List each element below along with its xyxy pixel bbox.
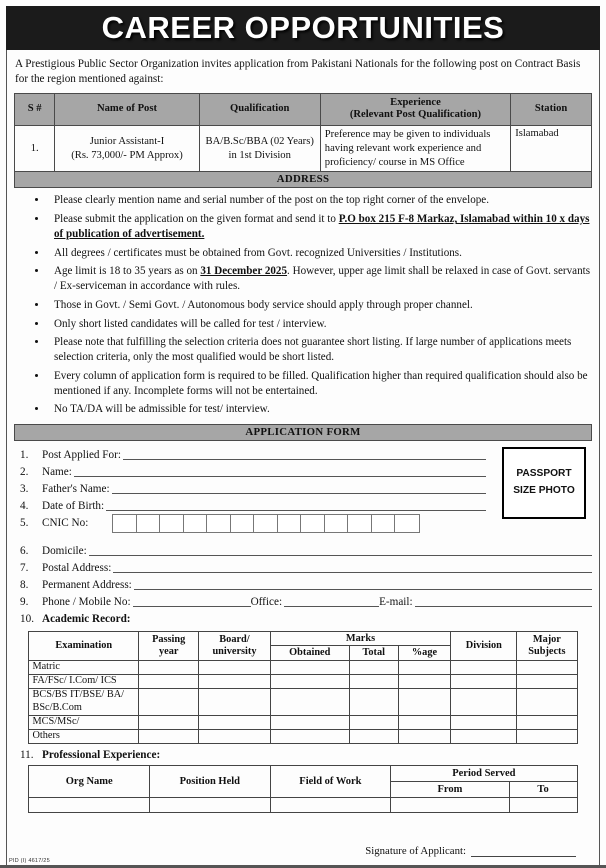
cell-board-university[interactable] bbox=[199, 675, 270, 689]
experience-header-line2: (Relevant Post Qualification) bbox=[349, 109, 482, 121]
bullet-text-pre: Every column of application form is required to be filled. Qualification higher than required qualification should also be mentioned if any. Incomplete forms will not be entertained. bbox=[54, 369, 588, 397]
cell-serial: 1. bbox=[15, 126, 55, 172]
content-frame bbox=[6, 50, 600, 868]
column-header-obtained: Obtained bbox=[270, 646, 349, 661]
field-label: Name: bbox=[42, 465, 72, 478]
table-row[interactable] bbox=[29, 689, 577, 716]
cell-passing-year[interactable] bbox=[139, 675, 199, 689]
column-header-qualification: Qualification bbox=[199, 93, 320, 125]
field-academic-record-heading bbox=[14, 608, 592, 625]
cell-total[interactable] bbox=[349, 729, 398, 743]
field-number: 9. bbox=[20, 595, 29, 608]
bullet-text-pre: All degrees / certificates must be obtained from Govt. recognized Universities / Institutions. bbox=[54, 246, 462, 259]
list-item bbox=[48, 298, 592, 313]
bullet-text-emphasis: P.O box 215 F-8 Markaz, Islamabad within 10 x days of publication of advertisement. bbox=[54, 213, 590, 241]
column-header-marks: Marks bbox=[270, 631, 451, 646]
field-name bbox=[14, 461, 486, 478]
field-number: 10. bbox=[20, 612, 34, 625]
column-header-passing-year bbox=[139, 631, 199, 661]
table-row[interactable] bbox=[29, 661, 577, 675]
column-header-experience bbox=[320, 93, 510, 125]
cell-division[interactable] bbox=[451, 675, 517, 689]
field-label: Domicile: bbox=[42, 544, 87, 557]
address-section-bar: ADDRESS bbox=[14, 172, 592, 188]
post-title: Junior Assistant-I bbox=[89, 135, 165, 147]
cell-major-subjects[interactable] bbox=[517, 715, 577, 729]
column-header-serial: S # bbox=[15, 93, 55, 125]
cell-org-name[interactable] bbox=[29, 797, 150, 812]
column-header-from: From bbox=[391, 781, 509, 797]
job-table-header-row bbox=[15, 93, 592, 125]
passport-photo-box bbox=[502, 447, 586, 519]
bullet-text-pre: Age limit is 18 to 35 years as on bbox=[54, 265, 201, 278]
field-label: Academic Record: bbox=[42, 612, 131, 625]
field-postal-address bbox=[14, 557, 592, 574]
column-header-percentage: %age bbox=[398, 646, 451, 661]
cnic-digit-box[interactable] bbox=[372, 515, 396, 532]
cell-board-university[interactable] bbox=[199, 715, 270, 729]
column-header-position-held: Position Held bbox=[150, 765, 271, 797]
cnic-digit-box[interactable] bbox=[207, 515, 231, 532]
bullet-text-pre: No TA/DA will be admissible for test/ interview. bbox=[54, 403, 270, 416]
phone-input[interactable] bbox=[133, 594, 251, 607]
table-row[interactable] bbox=[29, 729, 577, 743]
professional-experience-table bbox=[28, 765, 577, 813]
cnic-digit-box[interactable] bbox=[160, 515, 184, 532]
list-item bbox=[48, 317, 592, 332]
cnic-digit-box[interactable] bbox=[325, 515, 349, 532]
cell-total[interactable] bbox=[349, 715, 398, 729]
cell-examination: BCS/BS IT/BSE/ BA/ BSc/B.Com bbox=[29, 689, 139, 716]
field-number: 7. bbox=[20, 561, 29, 574]
cell-percentage[interactable] bbox=[398, 689, 451, 716]
major-line2: Subjects bbox=[528, 645, 566, 657]
cell-division[interactable] bbox=[451, 729, 517, 743]
cell-division[interactable] bbox=[451, 689, 517, 716]
email-input[interactable] bbox=[415, 594, 592, 607]
field-domicile bbox=[14, 540, 592, 557]
qualification-line2: in 1st Division bbox=[228, 149, 291, 161]
post-salary: (Rs. 73,000/- PM Approx) bbox=[71, 149, 183, 161]
application-form-fields bbox=[14, 444, 592, 625]
column-header-to: To bbox=[509, 781, 577, 797]
passport-line2: SIZE PHOTO bbox=[513, 484, 575, 496]
post-applied-for-input[interactable] bbox=[123, 447, 486, 460]
signature-input[interactable] bbox=[471, 846, 576, 857]
column-header-org-name: Org Name bbox=[29, 765, 150, 797]
column-header-station: Station bbox=[511, 93, 592, 125]
column-header-examination: Examination bbox=[29, 631, 139, 661]
cell-board-university[interactable] bbox=[199, 689, 270, 716]
cell-passing-year[interactable] bbox=[139, 689, 199, 716]
cell-percentage[interactable] bbox=[398, 715, 451, 729]
cell-period-to[interactable] bbox=[509, 797, 577, 812]
major-line1: Major bbox=[532, 634, 561, 645]
cell-station: Islamabad bbox=[511, 126, 592, 172]
list-item bbox=[48, 212, 592, 242]
academic-record-table bbox=[28, 631, 577, 744]
professional-experience-heading bbox=[20, 749, 592, 761]
field-phone-office-email bbox=[14, 591, 592, 608]
field-label: CNIC No: bbox=[42, 517, 89, 529]
professional-header-row-1 bbox=[29, 765, 577, 781]
cell-qualification bbox=[199, 126, 320, 172]
cnic-input-boxes[interactable] bbox=[112, 514, 420, 533]
cell-percentage[interactable] bbox=[398, 675, 451, 689]
cell-field-of-work[interactable] bbox=[270, 797, 391, 812]
bullet-text-post: . However, upper age limit shall be relaxed in case of Govt. servants / Ex-serviceman in accordance with rules. bbox=[54, 265, 591, 293]
banner bbox=[6, 6, 600, 50]
signature-label: Signature of Applicant: bbox=[365, 844, 466, 857]
footer-publication-code: PID (I) 4617/25 bbox=[9, 858, 50, 864]
field-label: Father's Name: bbox=[42, 482, 110, 495]
bullet-text-pre: Please clearly mention name and serial number of the post on the top right corner of the envelope. bbox=[54, 194, 489, 207]
cnic-digit-box[interactable] bbox=[113, 515, 137, 532]
field-number: 1. bbox=[20, 448, 29, 461]
field-number: 8. bbox=[20, 578, 29, 591]
cell-total[interactable] bbox=[349, 689, 398, 716]
passing-year-line2: year bbox=[158, 645, 179, 657]
domicile-input[interactable] bbox=[89, 543, 592, 556]
bullet-text-pre: Those in Govt. / Semi Govt. / Autonomous body service should apply through proper channel. bbox=[54, 298, 473, 311]
cell-division[interactable] bbox=[451, 661, 517, 675]
column-header-post: Name of Post bbox=[55, 93, 199, 125]
cnic-digit-box[interactable] bbox=[348, 515, 372, 532]
field-post-applied-for bbox=[14, 444, 486, 461]
cell-period-from[interactable] bbox=[391, 797, 509, 812]
list-item bbox=[48, 246, 592, 261]
cell-examination: FA/FSc/ I.Com/ ICS bbox=[29, 675, 139, 689]
postal-address-input[interactable] bbox=[113, 560, 592, 573]
column-header-period-served: Period Served bbox=[391, 765, 577, 781]
list-item bbox=[48, 335, 592, 365]
list-item bbox=[48, 193, 592, 208]
cell-examination: MCS/MSc/ bbox=[29, 715, 139, 729]
field-number: 5. bbox=[20, 517, 29, 529]
academic-header-row-1 bbox=[29, 631, 577, 646]
cnic-digit-box[interactable] bbox=[254, 515, 278, 532]
cnic-digit-box[interactable] bbox=[301, 515, 325, 532]
field-number: 4. bbox=[20, 499, 29, 512]
bullet-text-pre: Please submit the application on the given format and send it to bbox=[54, 213, 339, 226]
board-line2: university bbox=[212, 645, 257, 657]
cell-experience: Preference may be given to individuals having relevant work experience and proficiency/ course in MS Office bbox=[320, 126, 510, 172]
list-item bbox=[48, 369, 592, 399]
field-label: Postal Address: bbox=[42, 561, 112, 574]
cell-obtained[interactable] bbox=[270, 661, 349, 675]
board-line1: Board/ bbox=[219, 634, 250, 645]
cell-total[interactable] bbox=[349, 661, 398, 675]
field-number: 11. bbox=[20, 748, 34, 761]
field-number: 2. bbox=[20, 465, 29, 478]
permanent-address-input[interactable] bbox=[134, 577, 592, 590]
column-header-field-of-work: Field of Work bbox=[270, 765, 391, 797]
field-label: Permanent Address: bbox=[42, 578, 132, 591]
cell-examination: Matric bbox=[29, 661, 139, 675]
field-label-phone: Phone / Mobile No: bbox=[42, 595, 131, 608]
bullet-text-pre: Only short listed candidates will be called for test / interview. bbox=[54, 317, 327, 330]
cell-percentage[interactable] bbox=[398, 729, 451, 743]
cell-obtained[interactable] bbox=[270, 689, 349, 716]
column-header-total: Total bbox=[349, 646, 398, 661]
banner-title: CAREER OPPORTUNITIES bbox=[101, 10, 505, 45]
field-date-of-birth bbox=[14, 495, 486, 512]
cell-total[interactable] bbox=[349, 675, 398, 689]
cnic-digit-box[interactable] bbox=[184, 515, 208, 532]
table-row[interactable] bbox=[29, 675, 577, 689]
application-form-bar: APPLICATION FORM bbox=[14, 424, 592, 441]
passing-year-line1: Passing bbox=[152, 634, 186, 645]
bullet-text-pre: Please note that fulfilling the selection criteria does not guarantee short listing. If large number of applications meets selection criteria, only the most qualified would be short listed. bbox=[54, 336, 572, 364]
cell-position-held[interactable] bbox=[150, 797, 271, 812]
column-header-division: Division bbox=[451, 631, 517, 661]
cell-division[interactable] bbox=[451, 715, 517, 729]
cell-obtained[interactable] bbox=[270, 729, 349, 743]
instructions-list bbox=[14, 193, 592, 417]
column-header-board-university bbox=[199, 631, 270, 661]
intro-paragraph: A Prestigious Public Sector Organization invites application from Pakistani Nationals for the following post on Contract Basis for the region mentioned against: bbox=[15, 58, 581, 85]
cell-percentage[interactable] bbox=[398, 661, 451, 675]
passport-line1: PASSPORT bbox=[516, 468, 572, 480]
cell-post bbox=[55, 126, 199, 172]
name-input[interactable] bbox=[74, 464, 486, 477]
list-item bbox=[48, 264, 592, 294]
table-row[interactable] bbox=[29, 715, 577, 729]
list-item bbox=[48, 402, 592, 417]
cnic-digit-box[interactable] bbox=[231, 515, 255, 532]
field-label-email: E-mail: bbox=[379, 595, 413, 608]
cnic-digit-box[interactable] bbox=[137, 515, 161, 532]
field-permanent-address bbox=[14, 574, 592, 591]
cell-board-university[interactable] bbox=[199, 661, 270, 675]
cell-examination: Others bbox=[29, 729, 139, 743]
cell-obtained[interactable] bbox=[270, 675, 349, 689]
bullet-text-emphasis: 31 December 2025 bbox=[200, 265, 288, 278]
qualification-line1: BA/B.Sc/BBA (02 Years) bbox=[205, 135, 314, 147]
field-label: Professional Experience: bbox=[42, 748, 161, 761]
signature-row bbox=[14, 845, 592, 857]
cell-major-subjects[interactable] bbox=[517, 675, 577, 689]
table-row bbox=[15, 126, 592, 172]
field-label: Post Applied For: bbox=[42, 448, 121, 461]
cell-passing-year[interactable] bbox=[139, 715, 199, 729]
field-number: 6. bbox=[20, 544, 29, 557]
field-fathers-name bbox=[14, 478, 486, 495]
date-of-birth-input[interactable] bbox=[106, 498, 486, 511]
cnic-digit-box[interactable] bbox=[395, 515, 419, 532]
cell-obtained[interactable] bbox=[270, 715, 349, 729]
cell-major-subjects[interactable] bbox=[517, 729, 577, 743]
cnic-digit-box[interactable] bbox=[278, 515, 302, 532]
office-input[interactable] bbox=[284, 594, 379, 607]
cell-passing-year[interactable] bbox=[139, 661, 199, 675]
cell-passing-year[interactable] bbox=[139, 729, 199, 743]
field-label-office: Office: bbox=[250, 595, 283, 608]
field-label: Date of Birth: bbox=[42, 499, 105, 512]
cell-board-university[interactable] bbox=[199, 729, 270, 743]
cell-major-subjects[interactable] bbox=[517, 689, 577, 716]
job-table bbox=[14, 93, 592, 173]
table-row[interactable] bbox=[29, 797, 577, 812]
field-number: 3. bbox=[20, 482, 29, 495]
experience-header-line1: Experience bbox=[390, 96, 441, 108]
fathers-name-input[interactable] bbox=[112, 481, 486, 494]
column-header-major-subjects bbox=[517, 631, 577, 661]
cell-major-subjects[interactable] bbox=[517, 661, 577, 675]
